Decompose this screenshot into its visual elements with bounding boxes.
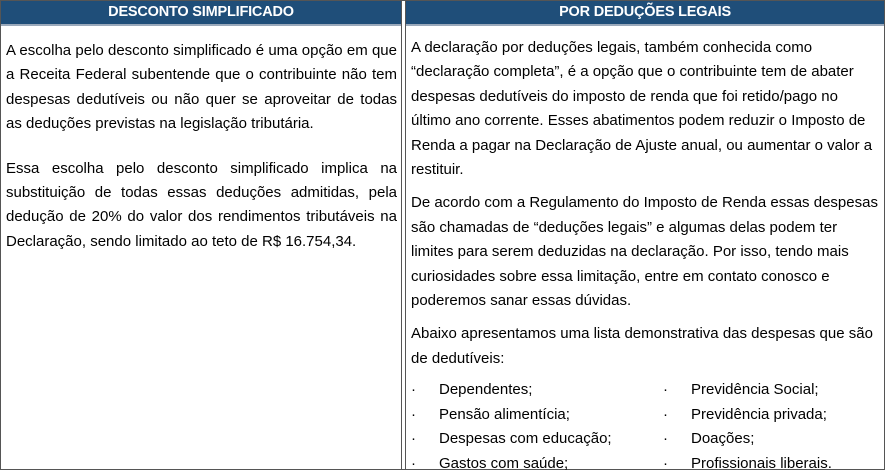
- list-item: · Pensão alimentícia;: [411, 403, 663, 427]
- paragraph: A escolha pelo desconto simplificado é uma opção em que a Receita Federal subentende que o contribuinte não tem despesas dedutíveis ou não quer se aproveitar de todas as deduções previstas na legislação tributária.: [6, 42, 397, 133]
- legal-deductions-body: [406, 26, 884, 476]
- list-item: · Previdência privada;: [663, 403, 880, 427]
- deductions-list: [411, 378, 880, 476]
- simplified-discount-header: DESCONTO SIMPLIFICADO: [1, 1, 401, 26]
- bullet-icon: ·: [663, 430, 668, 448]
- bullet-icon: ·: [411, 454, 416, 472]
- paragraph: Abaixo apresentamos uma lista demonstrativa das despesas que são de dedutíveis:: [411, 325, 873, 367]
- bullet-icon: ·: [411, 405, 416, 423]
- list-item: · Despesas com educação;: [411, 427, 663, 451]
- simplified-discount-column: [1, 1, 402, 469]
- bullet-icon: ·: [411, 430, 416, 448]
- bullet-icon: ·: [663, 454, 668, 472]
- bullet-icon: ·: [663, 405, 668, 423]
- list-item: · Dependentes;: [411, 378, 663, 402]
- legal-deductions-header: POR DEDUÇÕES LEGAIS: [406, 1, 884, 26]
- bullet-icon: ·: [411, 381, 416, 399]
- paragraph: A declaração por deduções legais, também conhecida como “declaração completa”, é a opção que o contribuinte tem de abater despesas dedutíveis do imposto de renda que foi retido/pago no último ano corrente. Esses abatimentos podem reduzir o Imposto de Renda a pagar na Declaração de Ajuste anual, ou aumentar o valor a restituir.: [411, 39, 873, 179]
- simplified-discount-body: [1, 26, 401, 254]
- paragraph: De acordo com a Regulamento do Imposto de Renda essas despesas são chamadas de “deduções legais” e algumas delas podem ter limites para serem deduzidas na declaração. Por isso, tendo mais curiosidades sobre essa limitação, entre em contato conosco e poderemos sanar essas dúvidas.: [411, 194, 878, 310]
- list-item: · Gastos com saúde;: [411, 452, 663, 476]
- bullet-icon: ·: [663, 381, 668, 399]
- paragraph: Essa escolha pelo desconto simplificado implica na substituição de todas essas deduções admitidas, pela dedução de 20% do valor dos rendimentos tributáveis na Declaração, sendo limitado ao teto de R$ 16.754,34.: [6, 159, 397, 250]
- list-item: · Profissionais liberais.: [663, 452, 880, 476]
- list-item: · Previdência Social;: [663, 378, 880, 402]
- list-item: · Doações;: [663, 427, 880, 451]
- legal-deductions-column: [405, 1, 884, 472]
